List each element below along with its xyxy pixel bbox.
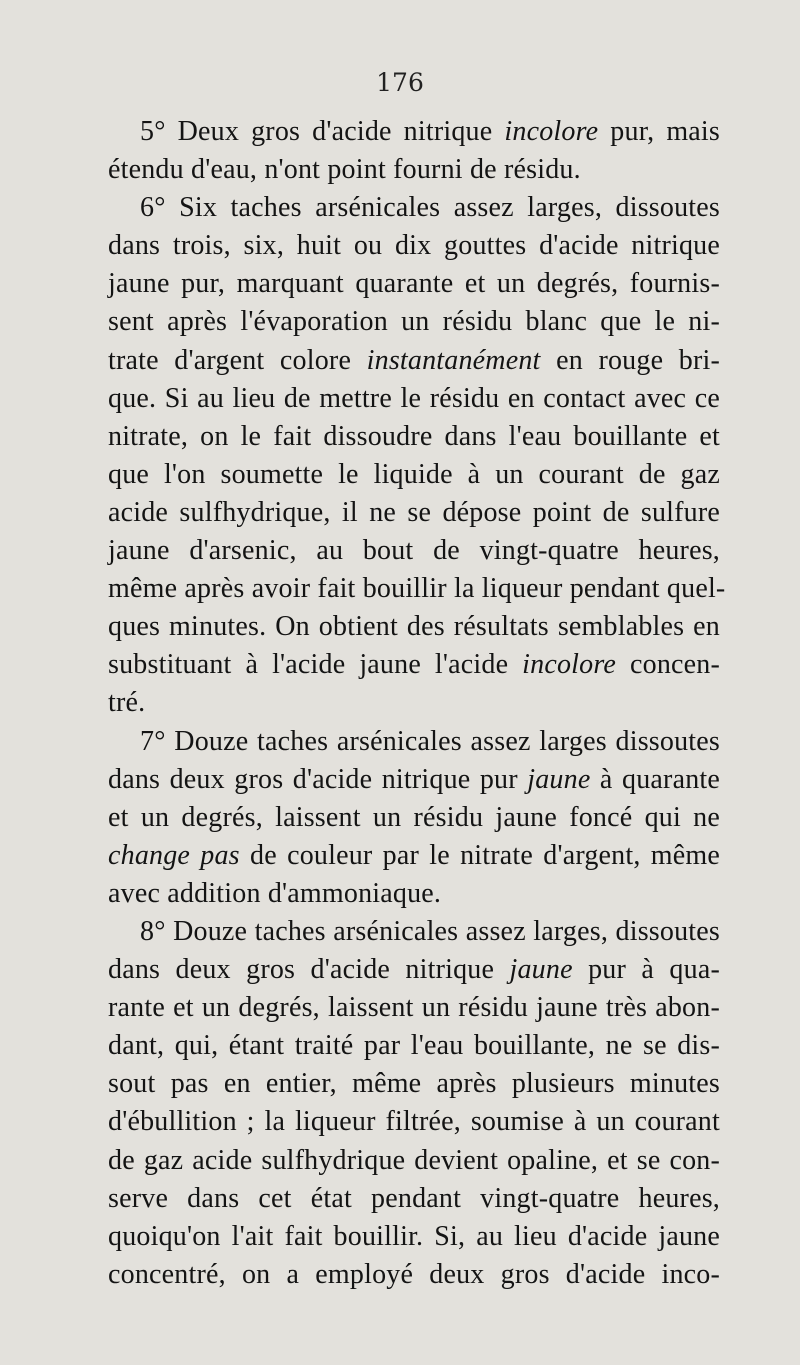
paragraph-8-line-9: quoiqu'on l'ait fait bouillir. Si, au lieu d'acide jaune	[108, 1220, 720, 1252]
paragraph-6-line-11: même après avoir fait bouillir la liqueur pendant quel-	[108, 573, 726, 605]
paragraph-8-line-5: sout pas en entier, même après plusieurs minutes	[108, 1068, 720, 1100]
paragraph-6-line-2: dans trois, six, huit ou dix gouttes d'acide nitrique	[108, 230, 720, 262]
paragraph-7-line-1: 7° Douze taches arsénicales assez larges dissoutes	[140, 725, 720, 757]
body-text	[108, 113, 726, 1294]
paragraph-8-line-7: de gaz acide sulfhydrique devient opaline, et se con-	[108, 1144, 720, 1176]
paragraph-7-line-4: change pas de couleur par le nitrate d'argent, même	[108, 839, 720, 871]
paragraph-6-line-14: tré.	[108, 687, 146, 719]
paragraph-6-line-8: que l'on soumette le liquide à un courant de gaz	[108, 458, 720, 490]
paragraph-6-line-6: que. Si au lieu de mettre le résidu en contact avec ce	[108, 382, 720, 414]
page-number: 176	[376, 68, 424, 97]
paragraph-6-line-1: 6° Six taches arsénicales assez larges, dissoutes	[140, 192, 720, 224]
paragraph-8-line-2: dans deux gros d'acide nitrique jaune pur à qua-	[108, 954, 720, 986]
paragraph-6-line-12: ques minutes. On obtient des résultats semblables en	[108, 611, 720, 643]
paragraph-7-line-5: avec addition d'ammoniaque.	[108, 877, 442, 909]
paragraph-8-line-1: 8° Douze taches arsénicales assez larges, dissoutes	[140, 915, 720, 947]
paragraph-7-line-3: et un degrés, laissent un résidu jaune foncé qui ne	[108, 801, 720, 833]
paragraph-6-line-10: jaune d'arsenic, au bout de vingt-quatre heures,	[108, 535, 720, 567]
paragraph-5-line-1: 5° Deux gros d'acide nitrique incolore pur, mais	[140, 116, 720, 147]
paragraph-6-line-3: jaune pur, marquant quarante et un degrés, fournis-	[108, 268, 720, 300]
paragraph-6-line-4: sent après l'évaporation un résidu blanc que le ni-	[108, 306, 720, 338]
paragraph-7-line-2: dans deux gros d'acide nitrique pur jaune à quarante	[108, 763, 720, 795]
paragraph-8-line-10: concentré, on a employé deux gros d'acide inco-	[108, 1258, 720, 1290]
paragraph-8-line-3: rante et un degrés, laissent un résidu jaune très abon-	[108, 992, 720, 1024]
paragraph-6-line-9: acide sulfhydrique, il ne se dépose point de sulfure	[108, 496, 720, 528]
paragraph-8-line-4: dant, qui, étant traité par l'eau bouillante, ne se dis-	[108, 1030, 720, 1062]
paragraph-8-line-6: d'ébullition ; la liqueur filtrée, soumise à un courant	[108, 1106, 720, 1138]
paragraph-8-line-8: serve dans cet état pendant vingt-quatre heures,	[108, 1182, 720, 1214]
paragraph-6-line-13: substituant à l'acide jaune l'acide incolore concen-	[108, 649, 720, 681]
paragraph-6-line-5: trate d'argent colore instantanément en rouge bri-	[108, 344, 720, 376]
paragraph-6-line-7: nitrate, on le fait dissoudre dans l'eau bouillante et	[108, 420, 720, 452]
paragraph-5-line-2: étendu d'eau, n'ont point fourni de résidu.	[108, 154, 581, 186]
